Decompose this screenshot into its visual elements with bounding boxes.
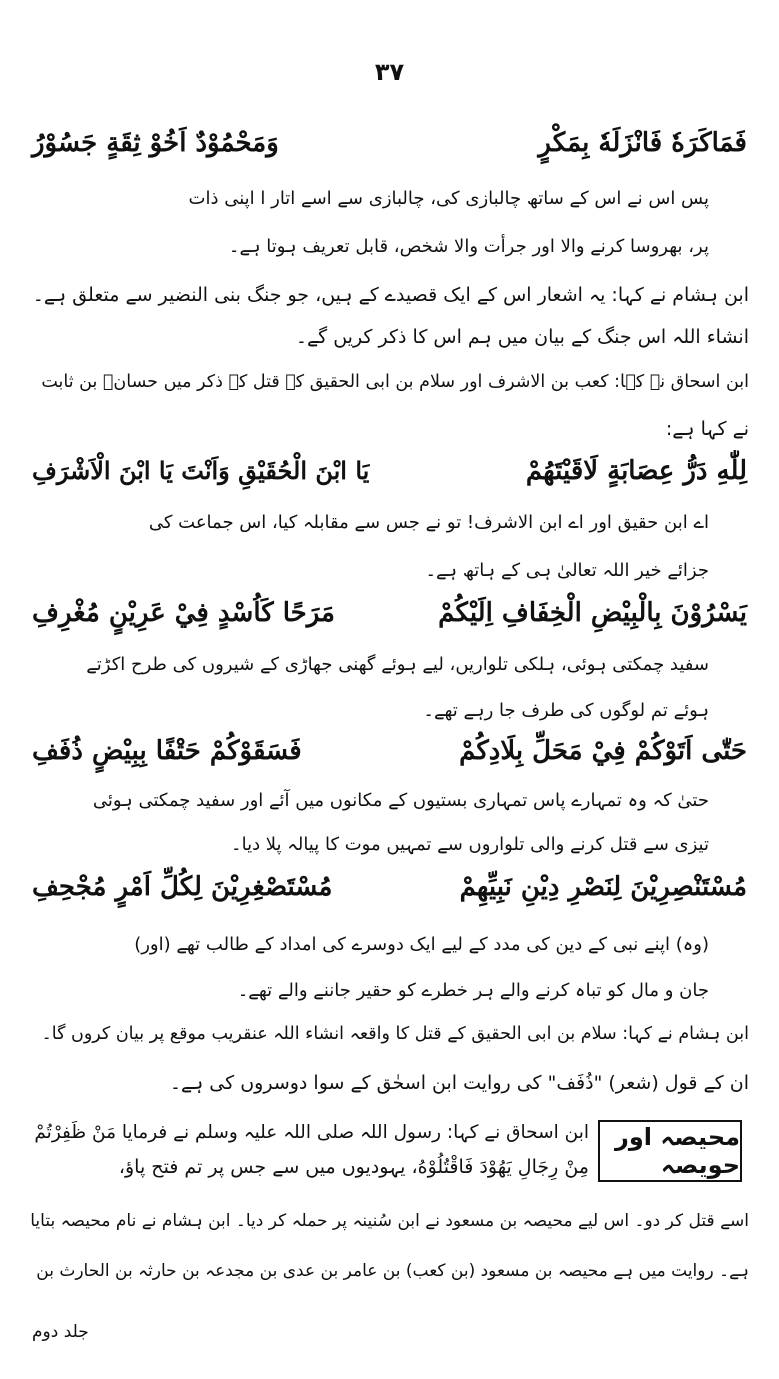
translation-line: جان و مال کو تباہ کرنے والے ہر خطرے کو حقیر جاننے والے تھے۔ xyxy=(237,980,709,1001)
text-line: ان کے قول (شعر) "ذُفَف" کی روایت ابن اسحٰق کے سوا دوسروں کی ہے۔ xyxy=(169,1072,749,1094)
text-line: مِنْ رِجَالِ يَهُوْدَ فَاقْتُلُوْهُ، یہودیوں میں سے جس پر تم فتح پاؤ، xyxy=(118,1156,589,1178)
text-line: انشاء اللہ اس جنگ کے بیان میں ہم اس کا ذکر کریں گے۔ xyxy=(295,326,749,348)
verse-hemistich-right: فَمَاكَرَهٗ فَانْزَلَهٗ بِمَكْرٍ xyxy=(538,128,747,158)
verse-hemistich-left: مَرَحًا كَاُسْدٍ فِيْ عَرِيْنٍ مُغْرِفِ xyxy=(32,598,335,628)
translation-line: ہوئے تم لوگوں کی طرف جا رہے تھے۔ xyxy=(423,700,709,721)
text-line: ہے۔ روایت میں ہے محیصہ بن مسعود (بن کعب) بن عامر بن عدی بن مجدعہ بن حارثہ بن الحارث بن xyxy=(36,1261,749,1281)
translation-line: سفید چمکتی ہوئی، ہلکی تلواریں، لیے ہوئے گھنی جھاڑی کے شیروں کی طرح اکڑتے xyxy=(86,654,709,675)
verse-hemistich-right: لِلّٰهِ دَرُّ عِصَابَةٍ لَاقَيْتَهُمْ xyxy=(525,456,747,486)
text-line: ابن اسحاق نے کہا: رسول اللہ صلی اللہ علیہ وسلم نے فرمایا مَنْ ظَفِرْتُمْ xyxy=(34,1122,589,1143)
translation-line: پر، بھروسا کرنے والا اور جرأت والا شخص، قابل تعریف ہوتا ہے۔ xyxy=(228,236,709,257)
translation-line: اے ابن حقیق اور اے ابن الاشرف! تو نے جس سے مقابلہ کیا، اس جماعت کی xyxy=(148,512,709,533)
translation-line: پس اس نے اس کے ساتھ چالبازی کی، چالبازی سے اسے اتار ا اپنی ذات xyxy=(188,188,709,209)
translation-line: جزائے خیر اللہ تعالیٰ ہی کے ہاتھ ہے۔ xyxy=(425,560,709,581)
text-line: ابن ہشام نے کہا: یہ اشعار اس کے ایک قصیدے کے ہیں، جو جنگ بنی النضیر سے متعلق ہے۔ xyxy=(32,284,749,306)
translation-line: حتیٰ کہ وہ تمہارے پاس تمہاری بستیوں کے مکانوں میں آئے اور سفید چمکتی ہوئی xyxy=(92,790,709,811)
verse-hemistich-right: يَسْرُوْنَ بِالْبِيْضِ الْخِفَافِ اِلَيْكُمْ xyxy=(438,598,747,628)
verse-hemistich-left: مُسْتَصْغِرِيْنَ لِكُلِّ اَمْرٍ مُجْحِفِ xyxy=(32,872,333,902)
volume-footer: جلد دوم xyxy=(32,1322,89,1342)
text-line: نے کہا ہے: xyxy=(665,418,749,440)
verse-hemistich-right: مُسْتَنْصِرِيْنَ لِنَصْرِ دِيْنِ نَبِيِّهِمْ xyxy=(459,872,747,902)
translation-line: (وہ) اپنے نبی کے دین کی مدد کے لیے ایک دوسرے کی امداد کے طالب تھے (اور) xyxy=(134,934,709,955)
page-number: ۳۷ xyxy=(374,58,405,86)
verse-hemistich-right: حَتّٰى اَتَوْكُمْ فِيْ مَحَلِّ بِلَادِكُمْ xyxy=(459,736,747,766)
text-line: اسے قتل کر دو۔ اس لیے محیصہ بن مسعود نے ابن سُنینہ پر حملہ کر دیا۔ ابن ہشام نے نام محیصہ بتایا xyxy=(30,1211,749,1231)
section-heading-box: محیصہ اور حویصہ xyxy=(598,1120,742,1182)
text-line: ابن ہشام نے کہا: سلام بن ابی الحقیق کے قتل کا واقعہ انشاء اللہ عنقریب موقع پر بیان کروں گا۔ xyxy=(41,1024,749,1044)
verse-hemistich-left: فَسَقَوْكُمْ حَتْفًا بِبِيْضٍ ذُفَفِ xyxy=(32,736,302,766)
translation-line: تیزی سے قتل کرنے والی تلواروں سے تمہیں موت کا پیالہ پلا دیا۔ xyxy=(231,834,709,855)
text-line: ابن اسحاق نے کہا: کعب بن الاشرف اور سلام بن ابی الحقیق کے قتل کے ذکر میں حسانؓ بن ثابت xyxy=(41,372,749,392)
verse-hemistich-left: وَمَحْمُوْدٌ اَخُوْ ثِقَةٍ جَسُوْرُ xyxy=(32,128,279,158)
verse-hemistich-left: يَا ابْنَ الْحُقَيْقِ وَاَنْتَ يَا ابْنَ الْاَشْرَفِ xyxy=(32,456,370,485)
